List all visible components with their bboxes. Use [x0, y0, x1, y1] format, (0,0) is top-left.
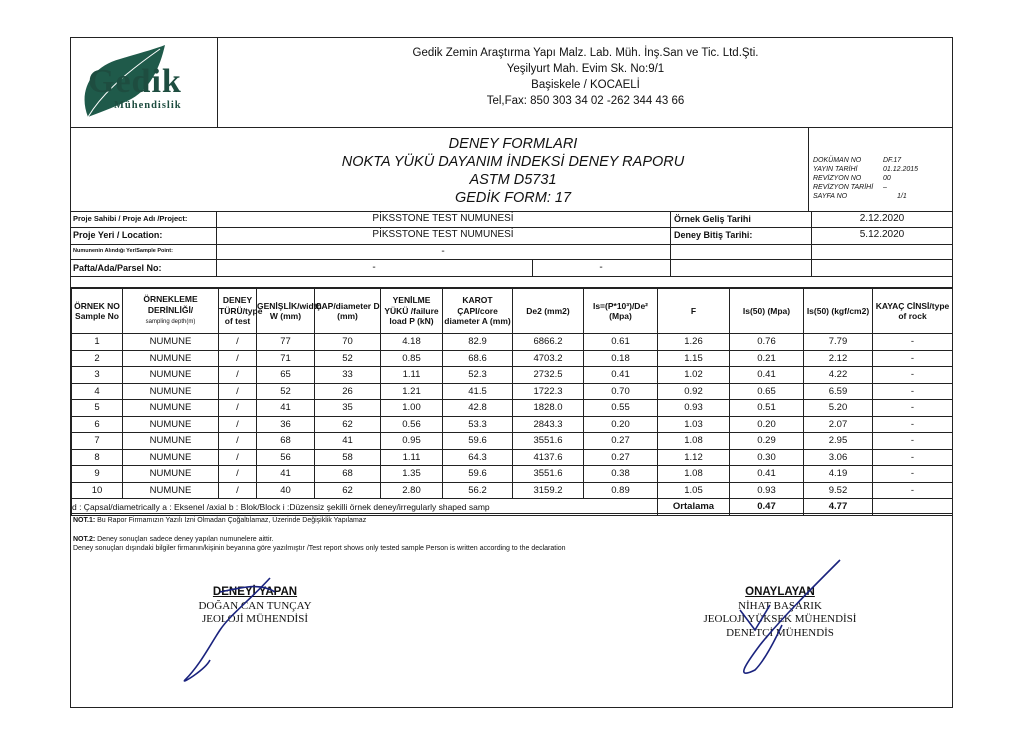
header-core-diameter: KAROT ÇAPI/core diameter A (mm)	[443, 289, 513, 334]
signature-left-title: JEOLOJİ MÜHENDİSİ	[201, 613, 309, 625]
table-cell: /	[219, 383, 257, 400]
table-row	[72, 400, 953, 417]
table-cell: 56	[257, 449, 315, 466]
divider	[670, 211, 671, 276]
table-cell: 1.08	[658, 433, 730, 450]
table-cell: 0.38	[584, 466, 658, 483]
table-cell: 41	[257, 466, 315, 483]
table-cell: 7.79	[804, 334, 873, 351]
table-cell: 8	[72, 449, 123, 466]
table-cell: 1828.0	[513, 400, 584, 417]
table-cell: 2.12	[804, 350, 873, 367]
table-body	[72, 334, 953, 499]
location-label: Proje Yeri / Location:	[73, 230, 163, 240]
table-cell: 4.22	[804, 367, 873, 384]
table-cell: 77	[257, 334, 315, 351]
table-cell: 62	[315, 482, 381, 499]
company-address-2: Başiskele / KOCAELİ	[531, 79, 640, 91]
average-label: Ortalama	[658, 499, 730, 516]
table-cell: 41	[315, 433, 381, 450]
table-cell: 2732.5	[513, 367, 584, 384]
table-cell: 9	[72, 466, 123, 483]
signature-left-name: DOĞAN CAN TUNÇAY	[198, 599, 312, 612]
table-cell: 0.41	[730, 466, 804, 483]
table-cell: /	[219, 416, 257, 433]
table-row	[72, 482, 953, 499]
average-is50-mpa: 0.47	[730, 499, 804, 516]
table-cell: 53.3	[443, 416, 513, 433]
table-cell: 52	[315, 350, 381, 367]
table-cell: 0.27	[584, 433, 658, 450]
table-cell: 0.85	[381, 350, 443, 367]
table-cell: 0.30	[730, 449, 804, 466]
table-cell: 68	[257, 433, 315, 450]
average-is50-kgf: 4.77	[804, 499, 873, 516]
signature-left-role: DENEYİ YAPAN	[212, 586, 298, 598]
table-cell: 64.3	[443, 449, 513, 466]
table-cell: 26	[315, 383, 381, 400]
table-cell: 4.19	[804, 466, 873, 483]
table-cell: 6866.2	[513, 334, 584, 351]
end-date-label: Deney Bitiş Tarihi:	[674, 230, 753, 240]
table-cell: 0.21	[730, 350, 804, 367]
doc-info-row: SAYFA NO 1/1	[813, 193, 907, 200]
table-cell: 2	[72, 350, 123, 367]
doc-info-row: DOKÜMAN NO DF.17	[813, 157, 902, 164]
title-line-1: DENEY FORMLARI	[448, 136, 578, 152]
note-3: Deney sonuçları dışındaki bilgiler firmanın/kişinin beyanına göre yazılmıştır /Test report shows only tested sample Person is written according to the declaration	[73, 545, 566, 552]
table-cell: 1.21	[381, 383, 443, 400]
table-cell: -	[873, 482, 953, 499]
header-sampling-depth: ÖRNEKLEME DERİNLİĞİ/ sampling depth(m)	[123, 289, 219, 334]
table-cell: /	[219, 367, 257, 384]
table-cell: 52.3	[443, 367, 513, 384]
parcel-value-2: -	[599, 262, 603, 273]
table-cell: -	[873, 416, 953, 433]
table-cell: 0.51	[730, 400, 804, 417]
logo-name: Gedik	[88, 63, 182, 100]
table-cell: NUMUNE	[123, 449, 219, 466]
project-label: Proje Sahibi / Proje Adı /Project:	[73, 214, 188, 223]
header-f: F	[658, 289, 730, 334]
table-cell: 0.92	[658, 383, 730, 400]
table-cell: 41.5	[443, 383, 513, 400]
table-cell: 9.52	[804, 482, 873, 499]
table-cell: 0.93	[658, 400, 730, 417]
location-value: PİKSSTONE TEST NUMUNESİ	[372, 229, 514, 240]
signature-stroke-left-icon	[160, 570, 300, 690]
table-cell: 0.55	[584, 400, 658, 417]
table-row	[72, 416, 953, 433]
document-info	[813, 156, 953, 201]
table-cell: -	[873, 367, 953, 384]
table-cell: 1.03	[658, 416, 730, 433]
table-cell: 0.61	[584, 334, 658, 351]
table-cell: 1.26	[658, 334, 730, 351]
table-cell: 0.41	[584, 367, 658, 384]
table-cell: /	[219, 466, 257, 483]
divider	[808, 128, 809, 211]
table-cell: 82.9	[443, 334, 513, 351]
table-cell: 4	[72, 383, 123, 400]
table-cell: 1.11	[381, 449, 443, 466]
table-row	[72, 383, 953, 400]
table-row	[72, 433, 953, 450]
table-cell: 65	[257, 367, 315, 384]
company-info	[218, 45, 953, 109]
company-address-1: Yeşilyurt Mah. Evim Sk. No:9/1	[506, 63, 665, 75]
note-1: NOT.1: Bu Rapor Firmamızın Yazılı İzni Olmadan Çoğaltılamaz, Üzerinde Değişiklik Yapılamaz	[73, 517, 367, 524]
notes	[73, 516, 566, 554]
table-cell: 0.70	[584, 383, 658, 400]
parcel-label: Pafta/Ada/Parsel No:	[73, 263, 162, 273]
table-header-row	[72, 289, 953, 334]
table-cell: 1722.3	[513, 383, 584, 400]
end-date-value: 5.12.2020	[859, 229, 905, 240]
company-phone: Tel,Fax: 850 303 34 02 -262 344 43 66	[486, 95, 685, 107]
table-cell: 36	[257, 416, 315, 433]
table-cell: 4.18	[381, 334, 443, 351]
title-line-3: ASTM D5731	[469, 172, 557, 188]
table-cell: NUMUNE	[123, 433, 219, 450]
table-cell: 3159.2	[513, 482, 584, 499]
table-cell: 3551.6	[513, 466, 584, 483]
table-cell: 62	[315, 416, 381, 433]
doc-info-row: REVİZYON NO 00	[813, 175, 891, 182]
header-is50-mpa: Is(50) (Mpa)	[730, 289, 804, 334]
table-cell: 42.8	[443, 400, 513, 417]
divider	[70, 211, 953, 212]
table-cell: /	[219, 433, 257, 450]
results-table	[71, 288, 953, 516]
doc-info-row: YAYIN TARİHİ 01.12.2015	[813, 166, 919, 173]
table-cell: -	[873, 433, 953, 450]
table-cell: /	[219, 350, 257, 367]
table-cell: 4137.6	[513, 449, 584, 466]
table-cell: 3551.6	[513, 433, 584, 450]
table-cell: 2843.3	[513, 416, 584, 433]
table-cell: 6	[72, 416, 123, 433]
table-row	[72, 449, 953, 466]
table-cell: 40	[257, 482, 315, 499]
table-cell: -	[873, 400, 953, 417]
table-cell: 35	[315, 400, 381, 417]
table-cell: NUMUNE	[123, 466, 219, 483]
table-cell: /	[219, 334, 257, 351]
divider	[70, 244, 953, 245]
table-cell: 33	[315, 367, 381, 384]
doc-info-row: REVİZYON TARİHİ –	[813, 184, 887, 191]
company-name: Gedik Zemin Araştırma Yapı Malz. Lab. Müh. İnş.San ve Tic. Ltd.Şti.	[412, 47, 759, 59]
table-cell: 52	[257, 383, 315, 400]
divider	[70, 259, 953, 260]
table-cell: -	[873, 383, 953, 400]
report-title	[218, 135, 808, 207]
table-cell: -	[873, 334, 953, 351]
table-cell: 70	[315, 334, 381, 351]
table-cell: 59.6	[443, 466, 513, 483]
table-cell: 0.29	[730, 433, 804, 450]
table-cell: 58	[315, 449, 381, 466]
table-cell: 59.6	[443, 433, 513, 450]
table-cell: 0.56	[381, 416, 443, 433]
table-row	[72, 334, 953, 351]
table-cell: NUMUNE	[123, 334, 219, 351]
table-cell: 56.2	[443, 482, 513, 499]
table-cell: /	[219, 400, 257, 417]
divider	[70, 513, 953, 514]
project-value: PİKSSTONE TEST NUMUNESİ	[372, 213, 514, 224]
header-failure-load: YENİLME YÜKÜ /failure load P (kN)	[381, 289, 443, 334]
table-cell: 0.18	[584, 350, 658, 367]
table-cell: 68	[315, 466, 381, 483]
table-cell: 1.00	[381, 400, 443, 417]
table-cell: 0.76	[730, 334, 804, 351]
title-line-2: NOKTA YÜKÜ DAYANIM İNDEKSİ DENEY RAPORU	[341, 154, 685, 170]
table-cell: 5.20	[804, 400, 873, 417]
table-cell: 7	[72, 433, 123, 450]
sample-point-value: -	[441, 246, 445, 257]
table-cell: 1.35	[381, 466, 443, 483]
divider	[70, 227, 953, 228]
sample-point-label: Numunenin Alındığı Yer/Sample Point:	[73, 248, 173, 254]
title-line-4: GEDİK FORM: 17	[454, 190, 572, 206]
table-cell: -	[873, 350, 953, 367]
header-is50-kgf: Is(50) (kgf/cm2)	[804, 289, 873, 334]
signature-right-role: ONAYLAYAN	[745, 586, 815, 598]
signature-right-name: NİHAT BAŞARIK	[738, 599, 822, 612]
table-cell: 0.27	[584, 449, 658, 466]
table-cell: 0.41	[730, 367, 804, 384]
table-cell: -	[873, 466, 953, 483]
table-cell: 0.20	[730, 416, 804, 433]
table-row	[72, 466, 953, 483]
arrival-date-value: 2.12.2020	[859, 213, 905, 224]
table-cell: -	[873, 449, 953, 466]
table-cell: 0.93	[730, 482, 804, 499]
table-cell: 4703.2	[513, 350, 584, 367]
logo-subtitle: Mühendislik	[114, 100, 182, 111]
table-cell: 2.80	[381, 482, 443, 499]
parcel-value-1: -	[372, 262, 376, 273]
table-cell: 2.95	[804, 433, 873, 450]
table-cell: 2.07	[804, 416, 873, 433]
table-cell: 41	[257, 400, 315, 417]
table-cell: 10	[72, 482, 123, 499]
divider	[70, 276, 953, 277]
test-type-legend: d : Çapsal/diametrically a : Eksenel /axial b : Blok/Block i :Düzensiz şekilli örnek deney/irregularly shaped samp	[72, 499, 658, 516]
table-cell: NUMUNE	[123, 350, 219, 367]
table-row	[72, 350, 953, 367]
signature-right-title-2: DENETÇİ MÜHENDİS	[726, 626, 834, 639]
table-cell: NUMUNE	[123, 482, 219, 499]
table-cell: 5	[72, 400, 123, 417]
header-de2: De2 (mm2)	[513, 289, 584, 334]
note-2: NOT.2: Deney sonuçları sadece deney yapılan numunelere aittir.	[73, 535, 274, 543]
table-cell: 6.59	[804, 383, 873, 400]
table-cell: 1.11	[381, 367, 443, 384]
table-row	[72, 367, 953, 384]
header-rock-type: KAYAÇ CİNSİ/type of rock	[873, 289, 953, 334]
table-cell: NUMUNE	[123, 383, 219, 400]
table-cell: 0.20	[584, 416, 658, 433]
logo-box	[70, 37, 218, 128]
signature-stroke-right-icon	[700, 555, 850, 685]
table-cell: NUMUNE	[123, 367, 219, 384]
table-cell: 3	[72, 367, 123, 384]
table-cell: NUMUNE	[123, 416, 219, 433]
table-cell: 1.05	[658, 482, 730, 499]
table-cell: 1	[72, 334, 123, 351]
table-cell: 68.6	[443, 350, 513, 367]
arrival-date-label: Örnek Geliş Tarihi	[674, 214, 751, 224]
signature-right-title: JEOLOJİ YÜKSEK MÜHENDİSİ	[703, 613, 857, 625]
table-cell: 1.15	[658, 350, 730, 367]
table-cell: /	[219, 482, 257, 499]
header-width: GENİŞLİK/width W (mm)	[257, 289, 315, 334]
header-test-type: DENEY TÜRÜ/type of test	[219, 289, 257, 334]
table-cell: 1.12	[658, 449, 730, 466]
table-cell: 3.06	[804, 449, 873, 466]
table-cell: /	[219, 449, 257, 466]
table-cell: 1.08	[658, 466, 730, 483]
table-cell: 1.02	[658, 367, 730, 384]
table-cell: 0.65	[730, 383, 804, 400]
table-cell: 0.95	[381, 433, 443, 450]
table-cell: 0.89	[584, 482, 658, 499]
header-is: Is=(P*10³)/De² (Mpa)	[584, 289, 658, 334]
table-cell: 71	[257, 350, 315, 367]
table-cell: NUMUNE	[123, 400, 219, 417]
header-sample-no: ÖRNEK NO Sample No	[72, 289, 123, 334]
header-diameter: ÇAP/diameter D (mm)	[315, 289, 381, 334]
